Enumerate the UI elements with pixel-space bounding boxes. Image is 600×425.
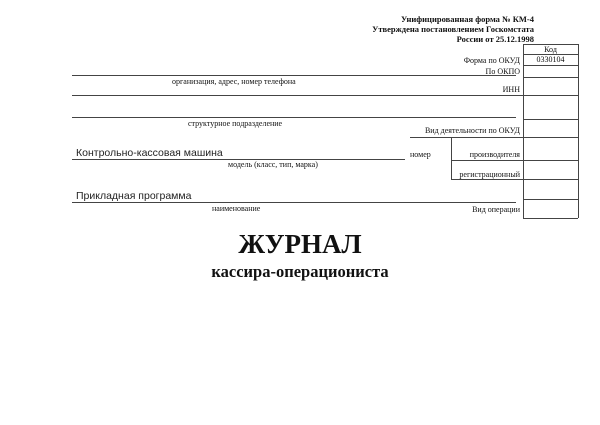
division-line (72, 117, 516, 118)
number-box-left-border (451, 137, 452, 179)
program-value: Прикладная программа (76, 190, 192, 202)
code-table-left-border (523, 44, 524, 218)
activity-label: Вид деятельности по ОКУД (424, 126, 520, 135)
kkm-caption: модель (класс, тип, марка) (228, 160, 318, 169)
division-caption: структурное подразделение (188, 119, 283, 128)
number-label: номер (410, 150, 431, 159)
okud-label: Форма по ОКУД (463, 56, 520, 65)
code-row-divider (523, 95, 578, 96)
code-table-right-border (578, 44, 579, 218)
okpo-label: По ОКПО (485, 67, 520, 76)
code-header: Код (544, 45, 557, 54)
form-header-line1: Унифицированная форма № КМ-4 (400, 14, 534, 24)
program-line (72, 202, 516, 203)
code-row-divider (523, 199, 578, 200)
form-header-line3: России от 25.12.1998 (456, 34, 534, 44)
code-row-divider (523, 65, 578, 66)
code-row-divider (523, 137, 578, 138)
kkm-value: Контрольно-кассовая машина (76, 147, 223, 159)
manufacturer-number-label: производителя (469, 150, 520, 159)
number-box-bottom (451, 179, 523, 180)
code-table-bottom-border (523, 218, 578, 219)
form-header-line2: Утверждена постановлением Госкомстата (372, 24, 534, 34)
document-title: ЖУРНАЛ (238, 229, 362, 259)
inn-label: ИНН (502, 85, 520, 94)
okud-code-value: 0330104 (536, 55, 565, 64)
code-row-divider (523, 179, 578, 180)
registration-number-label: регистрационный (459, 170, 520, 179)
code-row-divider (523, 77, 578, 78)
organization-line (72, 75, 516, 76)
number-box-divider (451, 160, 523, 161)
code-row-divider (523, 160, 578, 161)
operation-type-label: Вид операции (472, 205, 520, 214)
organization-line-2 (72, 95, 523, 96)
code-row-divider (523, 119, 578, 120)
program-caption: наименование (212, 204, 261, 213)
organization-caption: организация, адрес, номер телефона (172, 77, 296, 86)
activity-underline (410, 137, 523, 138)
document-subtitle: кассира-операциониста (211, 262, 389, 281)
